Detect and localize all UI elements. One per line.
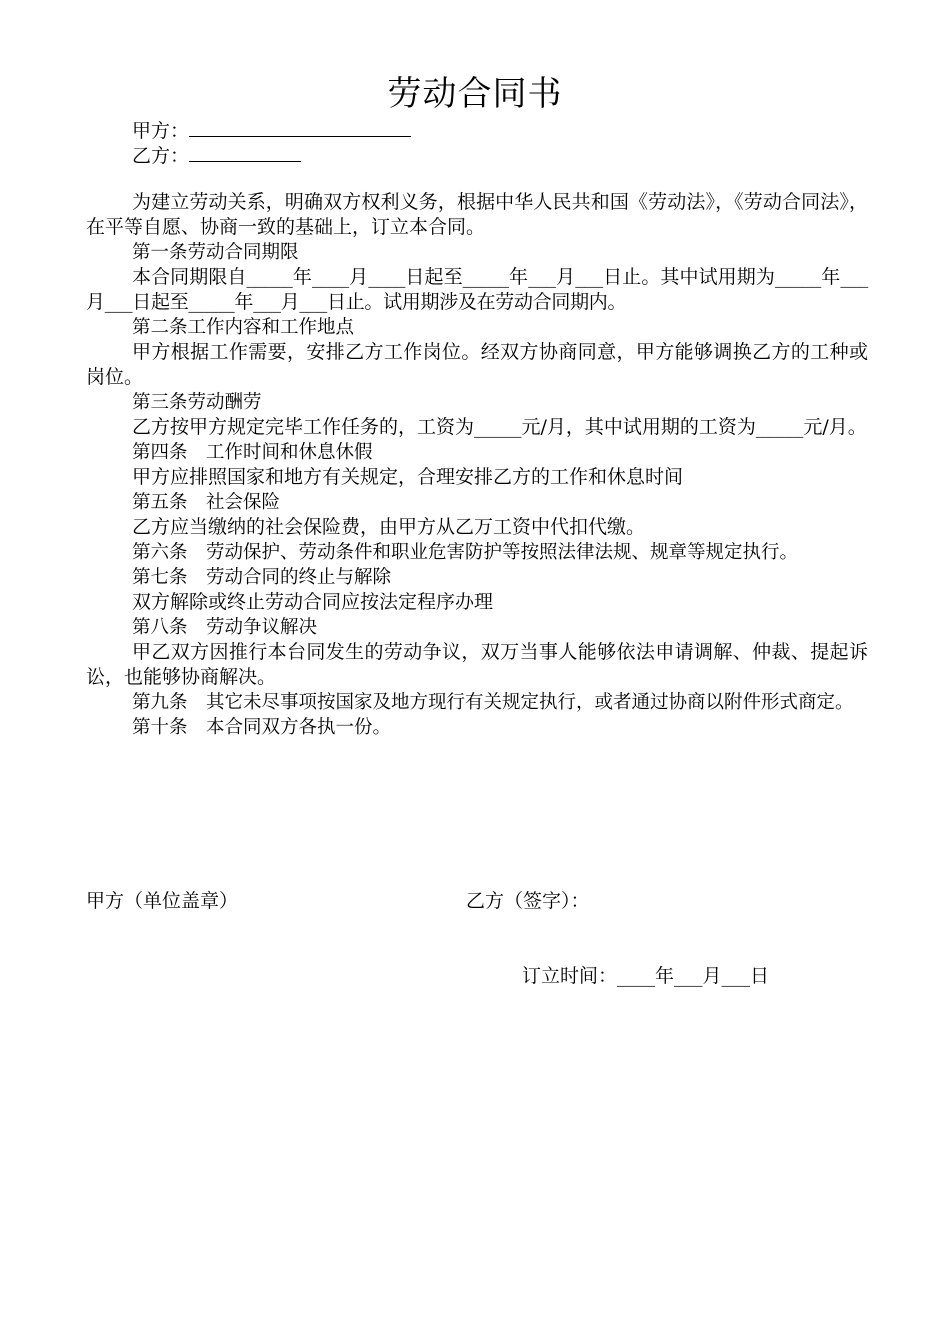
- document-title: 劳动合同书: [387, 74, 563, 114]
- party-b-label: 乙方：: [132, 145, 190, 167]
- article-9: 第九条 其它未尽事项按国家及地方现行有关规定执行，或者通过协商以附件形式商定。: [132, 692, 854, 713]
- article-6: 第六条 劳动保护、劳动条件和职业危害防护等按照法律法规、规章等规定执行。: [132, 542, 799, 563]
- article-5-heading: 第五条 社会保险: [132, 492, 281, 513]
- party-a-blank[interactable]: [189, 118, 411, 137]
- article-8-text: 甲乙双方因推行本台同发生的劳动争议，双万当事人能够依法申请调解、仲裁、提起诉讼，也能够协商解决。: [86, 641, 868, 688]
- party-b-line: [132, 143, 301, 169]
- article-5-text: 乙方应当缴纳的社会保险费，由甲方从乙万工资中代扣代缴。: [132, 516, 646, 538]
- article-1-text: 本合同期限自_____年____月____日起至_____年___月___日止。其中试用期为_____年___月___日起至_____年___月___日止。试用期涉及在劳动合同期内。: [86, 266, 868, 313]
- party-a-label: 甲方：: [132, 120, 190, 142]
- preamble: 为建立劳动关系，明确双方权利义务，根据中华人民共和国《劳动法》，《劳动合同法》，在平等自愿、协商一致的基础上，订立本合同。: [86, 191, 868, 238]
- article-4-text: 甲方应排照国家和地方有关规定，合理安排乙方的工作和休息时间: [132, 466, 684, 488]
- article-4-heading: 第四条 工作时间和休息休假: [132, 442, 373, 463]
- party-a-signature: 甲方（单位盖章）: [86, 890, 239, 912]
- party-a-line: [132, 118, 411, 144]
- article-1-heading: 第一条劳动合同期限: [132, 242, 299, 263]
- article-2-heading: 第二条工作内容和工作地点: [132, 317, 355, 338]
- article-3-heading: 第三条劳动酬劳: [132, 392, 262, 413]
- article-10: 第十条 本合同双方各执一份。: [132, 717, 392, 738]
- article-2-text: 甲方根据工作需要，安排乙方工作岗位。经双方协商同意，甲方能够调换乙方的工种或岗位。: [86, 341, 868, 388]
- signing-date: 订立时间：____年___月___日: [522, 965, 770, 987]
- article-8-heading: 第八条 劳动争议解决: [132, 617, 318, 638]
- article-7-text: 双方解除或终止劳动合同应按法定程序办理: [132, 591, 494, 613]
- party-b-blank[interactable]: [189, 143, 301, 162]
- party-b-signature: 乙方（签字）：: [466, 890, 590, 912]
- contract-body: [86, 190, 868, 740]
- article-3-text: 乙方按甲方规定完毕工作任务的，工资为_____元/月，其中试用期的工资为_____元/月。: [132, 416, 867, 438]
- article-7-heading: 第七条 劳动合同的终止与解除: [132, 567, 392, 588]
